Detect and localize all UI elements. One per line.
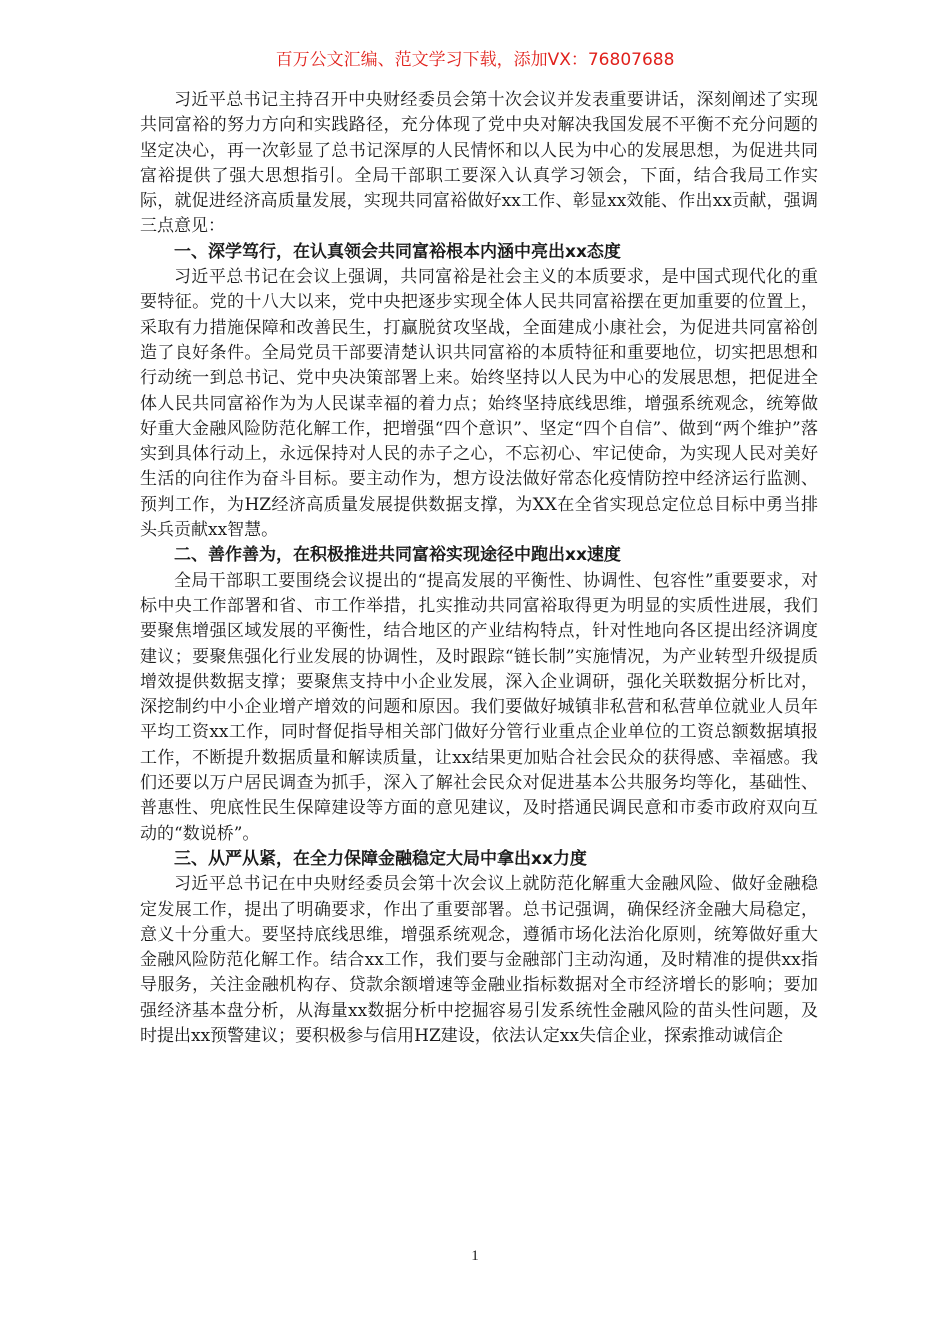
intro-paragraph: 习近平总书记主持召开中央财经委员会第十次会议并发表重要讲话，深刻阐述了实现共同富裕的努力方向和实践路径，充分体现了党中央对解决我国发展不平衡不充分问题的坚定决心，再一次彰显了总书记深厚的人民情怀和以人民为中心的发展思想，为促进共同富裕提供了强大思想指引。全局干部职工要深入认真学习领会，下面，结合我局工作实际，就促进经济高质量发展，实现共同富裕做好xx工作、彰显xx效能、作出xx贡献，强调三点意见： — [140, 90, 818, 237]
promo-header: 百万公文汇编、范文学习下载，添加VX：76807688 — [275, 50, 675, 70]
section-1-paragraph: 习近平总书记在会议上强调，共同富裕是社会主义的本质要求，是中国式现代化的重要特征。党的十八大以来，党中央把逐步实现全体人民共同富裕摆在更加重要的位置上，采取有力措施保障和改善民生，打赢脱贫攻坚战，全面建成小康社会，为促进共同富裕创造了良好条件。全局党员干部要清楚认识共同富裕的本质特征和重要地位，切实把思想和行动统一到总书记、党中央决策部署上来。始终坚持以人民为中心的发展思想，把促进全体人民共同富裕作为为人民谋幸福的着力点；始终坚持底线思维，增强系统观念，统筹做好重大金融风险防范化解工作，把增强“四个意识”、坚定“四个自信”、做到“两个维护”落实到具体行动上，永远保持对人民的赤子之心，不忘初心、牢记使命，为实现人民对美好生活的向往作为奋斗目标。要主动作为，想方设法做好常态化疫情防控中经济运行监测、预判工作，为HZ经济高质量发展提供数据支撑，为XX在全省实现总定位总目标中勇当排头兵贡献xx智慧。 — [140, 267, 818, 541]
section-1-heading: 一、深学笃行，在认真领会共同富裕根本内涵中亮出xx态度 — [174, 241, 621, 262]
section-2-heading: 二、善作善为，在积极推进共同富裕实现途径中跑出xx速度 — [174, 545, 621, 566]
section-3-heading: 三、从严从紧，在全力保障金融稳定大局中拿出xx力度 — [174, 848, 587, 869]
section-3-paragraph: 习近平总书记在中央财经委员会第十次会议上就防范化解重大金融风险、做好金融稳定发展工作，提出了明确要求，作出了重要部署。总书记强调，确保经济金融大局稳定，意义十分重大。要坚持底线思维，增强系统观念，遵循市场化法治化原则，统筹做好重大金融风险防范化解工作。结合xx工作，我们要与金融部门主动沟通，及时精准的提供xx指导服务，关注金融机构存、贷款余额增速等金融业指标数据对全市经济增长的影响；要加强经济基本盘分析，从海量xx数据分析中挖掘容易引发系统性金融风险的苗头性问题，及时提出xx预警建议；要积极参与信用HZ建设，依法认定xx失信企业，探索推动诚信企 — [140, 874, 818, 1046]
page-number: 1 — [471, 1248, 479, 1264]
section-2-paragraph: 全局干部职工要围绕会议提出的“提高发展的平衡性、协调性、包容性”重要要求，对标中央工作部署和省、市工作举措，扎实推动共同富裕取得更为明显的实质性进展，我们要聚焦增强区域发展的平衡性，结合地区的产业结构特点，针对性地向各区提出经济调度建议；要聚焦强化行业发展的协调性，及时跟踪“链长制”实施情况，为产业转型升级提质增效提供数据支撑；要聚焦支持中小企业发展，深入企业调研，强化关联数据分析比对，深挖制约中小企业增产增效的问题和原因。我们要做好城镇非私营和私营单位就业人员年平均工资xx工作，同时督促指导相关部门做好分管行业重点企业单位的工资总额数据填报工作，不断提升数据质量和解读质量，让xx结果更加贴合社会民众的获得感、幸福感。我们还要以万户居民调查为抓手，深入了解社会民众对促进基本公共服务均等化，基础性、普惠性、兜底性民生保障建设等方面的意见建议，及时搭通民调民意和市委市政府双向互动的“数说桥”。 — [140, 570, 818, 844]
document-body — [140, 88, 818, 1049]
